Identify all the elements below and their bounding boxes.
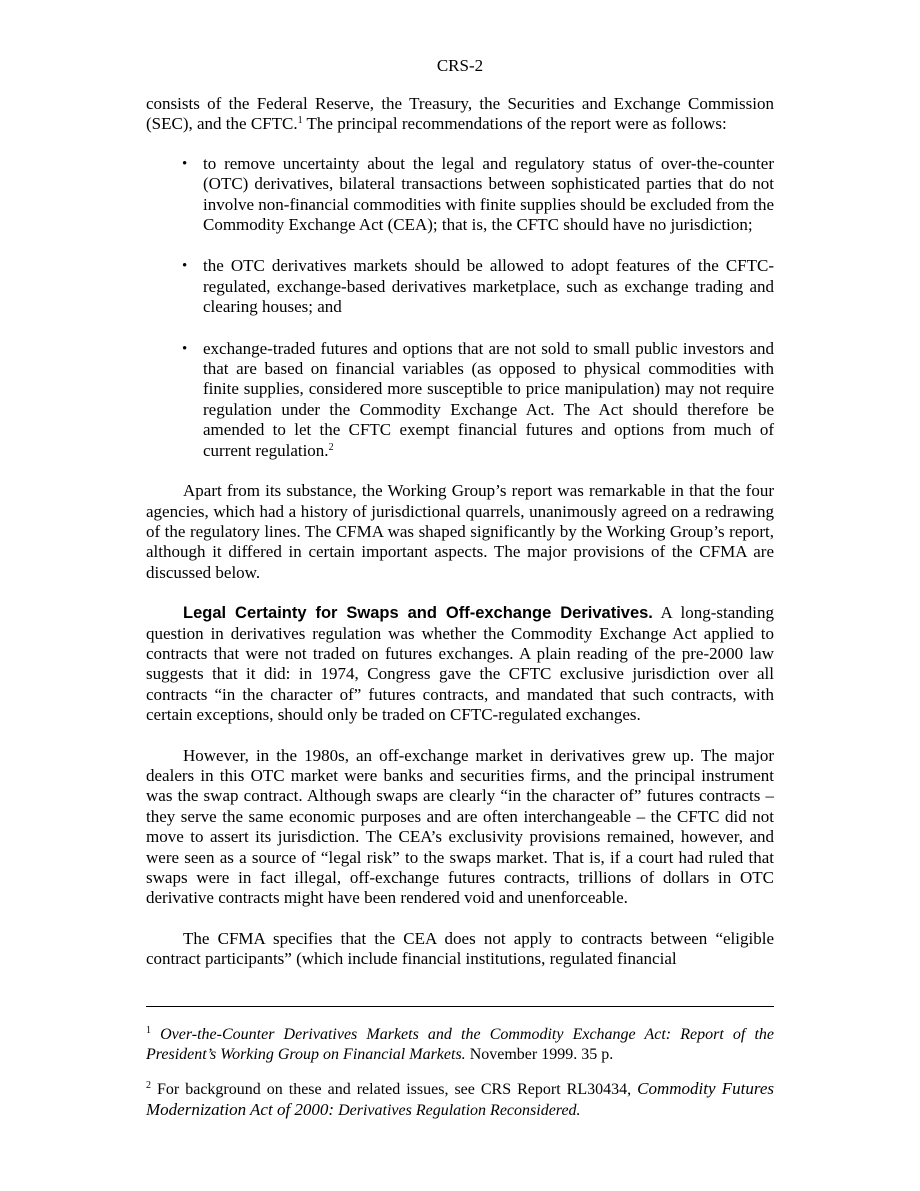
page-header: CRS-2	[436, 56, 484, 75]
list-item	[182, 153, 774, 236]
footnote-ref-1[interactable]: 1	[297, 115, 303, 127]
intro-text: consists of the Federal Reserve, the Treasury, the Securities and Exchange Commission (SEC), and the CFTC.	[146, 94, 774, 134]
swaps-history-paragraph: However, in the 1980s, an off-exchange market in derivatives grew up. The major dealers in this OTC market were banks and securities firms, and the principal instrument was the swap contract. Although swaps are clearly “in the character of” futures contracts – they serve the same economic purposes and are often interchangeable – the CFTC did not move to assert its jurisdiction. The CEA’s exclusivity provisions remained, however, and were seen as a source of “legal risk” to the swaps market. That is, if a court had ruled that swaps were in fact illegal, off-exchange futures contracts, trillions of dollars in OTC derivative contracts might have been rendered void and unenforceable.	[146, 745, 774, 908]
footnote-2-title: Commodity Futures Modernization Act of 2000:	[146, 1079, 774, 1119]
bullet-icon: •	[182, 258, 188, 275]
list-item-text: to remove uncertainty about the legal and regulatory status of over-the-counter (OTC) derivatives, bilateral transactions between sophisticated parties that do not involve non-financial commodities with finite supplies should be excluded from the Commodity Exchange Act (CEA); that is, the CFTC should have no jurisdiction;	[203, 153, 774, 235]
intro-paragraph	[146, 94, 774, 135]
list-item-text: exchange-traded futures and options that are not sold to small public investors and that are based on financial variables (as opposed to physical commodities with finite supplies, considered more susceptible to price manipulation) may not require regulation under the Commodity Exchange Act. The Act should therefore be amended to let the CFTC exempt financial futures and options from much of current regulation.	[203, 338, 774, 460]
recommendations-list	[146, 154, 774, 461]
footnote-ref-2[interactable]: 2	[328, 441, 334, 453]
document-body	[146, 94, 774, 970]
intro-text-continued: The principal recommendations of the report were as follows:	[302, 114, 727, 134]
footnotes	[146, 1025, 774, 1121]
footnote-1-title: Over-the-Counter Derivatives Markets and the Commodity Exchange Act: Report of the President’s Working Group on Financial Markets.	[146, 1026, 774, 1063]
footnote-mark: 2	[146, 1080, 151, 1091]
footnote-2-subtitle: Derivatives Regulation Reconsidered.	[334, 1102, 581, 1119]
bullet-icon: •	[182, 155, 188, 172]
footnote-mark: 1	[146, 1025, 151, 1036]
footnote-1-text: November 1999. 35 p.	[465, 1046, 614, 1063]
footnote-2	[146, 1079, 774, 1121]
section-text: A long-standing question in derivatives regulation was whether the Commodity Exchange Act applied to contracts that were not traded on futures exchanges. A plain reading of the pre-2000 law suggests that it did: in 1974, Congress gave the CFTC exclusive jurisdiction over all contracts “in the character of” futures contracts, and mandated that such contracts, with certain exceptions, should only be traded on CFTC-regulated exchanges.	[146, 603, 774, 725]
list-item-text: the OTC derivatives markets should be allowed to adopt features of the CFTC-regulated, exchange-based derivatives marketplace, such as exchange trading and clearing houses; and	[203, 256, 774, 317]
legal-certainty-paragraph	[146, 603, 774, 725]
list-item	[182, 256, 774, 317]
working-group-paragraph: Apart from its substance, the Working Group’s report was remarkable in that the four agencies, which had a history of jurisdictional quarrels, unanimously agreed on a redrawing of the regulatory lines. The CFMA was shaped significantly by the Working Group’s report, although it differed in certain important aspects. The major provisions of the CFMA are discussed below.	[146, 481, 774, 582]
cfma-paragraph: The CFMA specifies that the CEA does not apply to contracts between “eligible contract participants” (which include financial institutions, regulated financial	[146, 928, 774, 969]
section-heading: Legal Certainty for Swaps and Off-exchange Derivatives.	[183, 604, 653, 623]
footnote-divider	[146, 1006, 774, 1007]
bullet-icon: •	[182, 340, 188, 357]
footnote-1	[146, 1025, 774, 1065]
footnote-2-text: For background on these and related issues, see CRS Report RL30434,	[151, 1081, 638, 1098]
list-item	[182, 338, 774, 461]
